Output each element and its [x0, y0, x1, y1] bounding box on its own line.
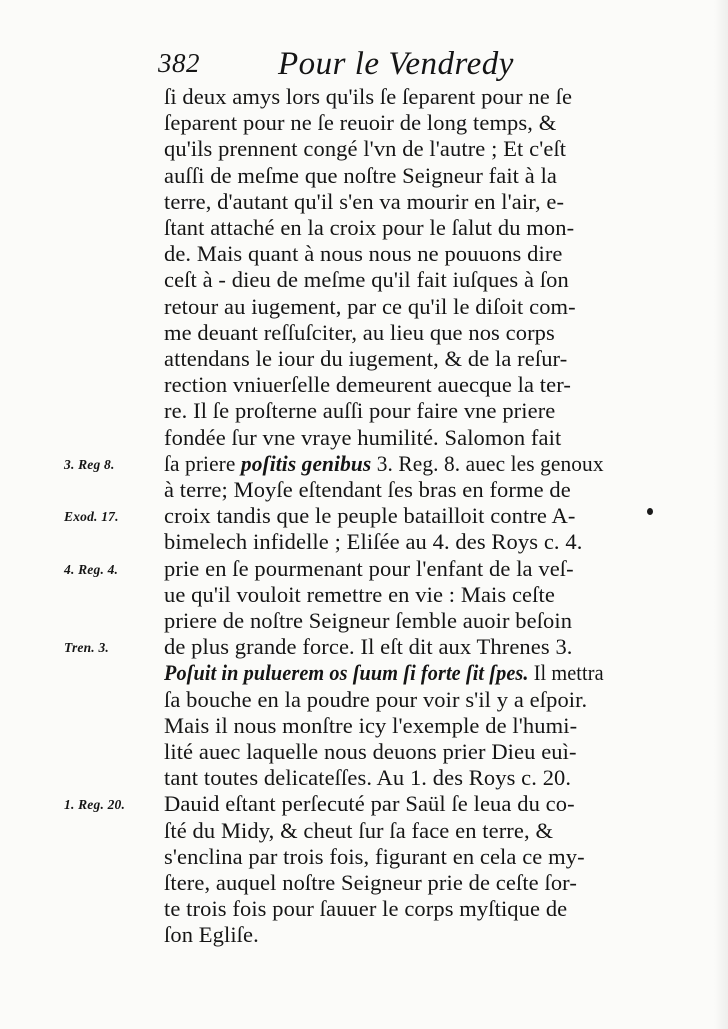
- text-run: prie en ſe pourmenant pour l'enfant de la veſ-: [164, 555, 574, 581]
- text-run: ſa priere: [164, 450, 241, 476]
- text-run: terre, d'autant qu'il s'en va mourir en l'air, e-: [164, 188, 565, 214]
- text-run: croix tandis que le peuple batailloit contre A-: [164, 503, 576, 529]
- text-run: ue qu'il vouloit remettre en vie : Mais ceſte: [164, 581, 555, 607]
- text-line: [164, 84, 572, 110]
- text-line: [164, 608, 572, 634]
- page-edge-shadow: [714, 0, 728, 1029]
- text-line: [164, 451, 604, 477]
- text-line: [164, 896, 567, 922]
- text-run: Il mettra: [528, 660, 604, 686]
- text-line: [164, 765, 571, 791]
- text-run: s'enclina par trois fois, figurant en cela ce my-: [164, 843, 585, 869]
- text-run: qu'ils prennent congé l'vn de l'autre ; Et c'eſt: [164, 136, 567, 162]
- margin-note: Tren. 3.: [64, 640, 109, 656]
- text-line: [164, 634, 573, 660]
- text-run: fondée ſur vne vraye humilité. Salomon fait: [164, 424, 562, 450]
- text-line: [164, 556, 574, 582]
- text-line: [164, 320, 555, 346]
- text-run: bimelech infidelle ; Eliſée au 4. des Roys c. 4.: [164, 529, 583, 555]
- text-line: [164, 189, 564, 215]
- text-line: [164, 844, 585, 870]
- text-line: [164, 818, 553, 844]
- text-run: Dauid eſtant perſecuté par Saül ſe leua du co-: [164, 791, 575, 817]
- text-line: [164, 398, 555, 424]
- margin-note: 4. Reg. 4.: [64, 561, 119, 577]
- text-run: ſtere, auquel noſtre Seigneur prie de ceſte ſor-: [164, 870, 577, 895]
- text-line: [164, 529, 582, 555]
- text-line: [164, 372, 571, 398]
- text-line: [164, 791, 575, 817]
- text-run: retour au iugement, par ce qu'il le diſoit com-: [164, 293, 576, 319]
- text-line: [164, 294, 576, 320]
- text-line: [164, 346, 567, 372]
- text-line: [164, 267, 569, 293]
- text-run: Mais il nous monſtre icy l'exemple de l'humi-: [164, 712, 578, 738]
- text-line: [164, 582, 555, 608]
- margin-note: 1. Reg. 20.: [64, 797, 126, 813]
- text-line: [164, 163, 557, 189]
- page-header: [158, 46, 618, 86]
- text-line: [164, 477, 571, 503]
- text-line: [164, 241, 563, 267]
- text-run: ſeparent pour ne ſe reuoir de long temps, &: [164, 110, 557, 136]
- text-run: ſa bouche en la poudre pour voir s'il y a eſpoir.: [164, 686, 588, 712]
- margin-note: 3. Reg 8.: [64, 456, 115, 472]
- latin-citation: poſitis genibus: [240, 450, 372, 476]
- text-line: [164, 110, 556, 136]
- text-line: [164, 922, 259, 948]
- text-line: [164, 136, 566, 162]
- running-title: Pour le Vendredy: [278, 46, 514, 82]
- text-line: [164, 739, 577, 765]
- text-run: rection vniuerſelle demeurent auecque la ter-: [164, 372, 571, 398]
- text-run: ſtant attaché en la croix pour le ſalut du mon-: [164, 215, 575, 240]
- margin-note: Exod. 17.: [64, 509, 119, 525]
- text-run: lité auec laquelle nous deuons prier Dieu euì-: [164, 739, 577, 764]
- ink-speck: [647, 508, 653, 515]
- text-line: [164, 503, 575, 529]
- text-run: à terre; Moyſe eſtendant ſes bras en forme de: [164, 477, 571, 502]
- text-line: [164, 713, 577, 739]
- text-run: ſté du Midy, & cheut ſur ſa face en terre, &: [164, 817, 554, 843]
- text-run: 3. Reg. 8. auec les genoux: [371, 450, 604, 476]
- text-line: [164, 687, 587, 713]
- text-run: auſſi de meſme que noſtre Seigneur fait à la: [164, 162, 558, 188]
- text-run: ceſt à - dieu de meſme qu'il fait iuſques à ſon: [164, 267, 569, 293]
- text-run: te trois fois pour ſauuer le corps myſtique de: [164, 896, 568, 922]
- page-number: 382: [158, 48, 200, 78]
- text-run: tant toutes delicateſſes. Au 1. des Roys c. 20.: [164, 765, 572, 791]
- text-line: [164, 660, 604, 686]
- text-run: priere de noſtre Seigneur ſemble auoir beſoin: [164, 608, 573, 633]
- text-run: attendans le iour du iugement, & de la reſur-: [164, 346, 568, 371]
- text-line: [164, 215, 574, 241]
- text-run: ſon Egliſe.: [164, 922, 259, 948]
- text-run: de. Mais quant à nous nous ne pouuons dire: [164, 241, 563, 267]
- text-run: de plus grande force. Il eſt dit aux Threnes 3.: [164, 634, 573, 660]
- text-run: me deuant reſſuſciter, au lieu que nos corps: [164, 319, 555, 345]
- text-run: ſi deux amys lors qu'ils ſe ſeparent pour ne ſe: [164, 84, 573, 109]
- latin-citation: Poſuit in puluerem os ſuum ſi forte ſit ſpes.: [164, 660, 529, 686]
- text-line: [164, 425, 561, 451]
- text-line: [164, 870, 577, 896]
- text-run: re. Il ſe proſterne auſſi pour faire vne priere: [164, 398, 556, 424]
